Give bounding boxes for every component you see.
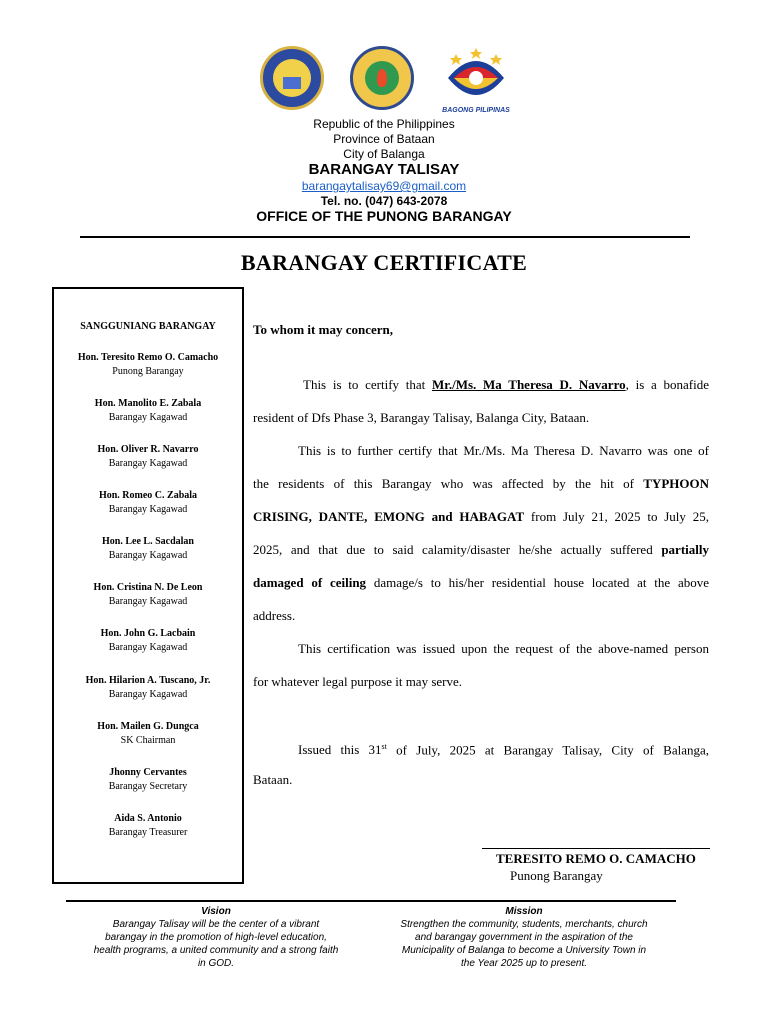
paragraph-4-line-2: Bataan.	[253, 772, 293, 787]
paragraph-2-line-3	[253, 500, 709, 533]
city-of-balanga-seal-icon	[350, 46, 414, 110]
logo-row	[0, 44, 768, 116]
damage-description: damaged of ceiling	[253, 575, 367, 590]
mission-line: Municipality of Balanga to become a University Town in	[401, 945, 647, 956]
vision-line: in GOD.	[197, 958, 235, 969]
paragraph-2-line-6: address.	[253, 608, 296, 623]
header-province: Province of Bataan	[333, 132, 435, 146]
p2-l4-bold: partially	[661, 542, 709, 557]
paragraph-2-line-4	[253, 533, 709, 566]
header-republic: Republic of the Philippines	[313, 117, 455, 131]
member-position: Barangay Kagawad	[108, 596, 188, 607]
member-position: SK Chairman	[120, 735, 176, 746]
signatory-name: TERESITO REMO O. CAMACHO	[496, 851, 696, 866]
resident-name: Mr./Ms. Ma Theresa D. Navarro	[431, 377, 626, 392]
salutation: To whom it may concern,	[253, 322, 393, 337]
member-position: Barangay Secretary	[108, 781, 188, 792]
mission-line: Strengthen the community, students, merchants, church	[400, 919, 648, 930]
p4-sup: st	[381, 742, 387, 751]
vision-block	[66, 905, 366, 970]
member-position: Barangay Kagawad	[108, 642, 188, 653]
council-member	[54, 812, 242, 840]
p3-l1: This certification was issued upon the request of the above-named person	[298, 641, 709, 656]
p2-l2-bold: TYPHOON	[643, 476, 709, 491]
p1-post: , is a bonafide	[625, 377, 709, 392]
member-name: Hon. Teresito Remo O. Camacho	[77, 352, 219, 363]
member-name: Hon. Lee L. Sacdalan	[102, 536, 194, 547]
council-member	[54, 581, 242, 609]
member-position: Barangay Kagawad	[108, 504, 188, 515]
header-email-link[interactable]: barangaytalisay69@gmail.com	[301, 179, 467, 193]
certificate-title: BARANGAY CERTIFICATE	[240, 250, 528, 275]
mission-block	[374, 905, 674, 970]
p2-l4-pre: 2025, and that due to said calamity/disaster he/she actually suffered	[253, 542, 662, 557]
vision-line: Barangay Talisay will be the center of a vibrant	[112, 919, 320, 930]
paragraph-3-line-2: for whatever legal purpose it may serve.	[253, 674, 463, 689]
bagong-pilipinas-text: BAGONG PILIPINAS	[442, 107, 510, 114]
signatory-position: Punong Barangay	[510, 868, 603, 883]
header-barangay: BARANGAY TALISAY	[308, 161, 460, 178]
paragraph-2-line-1	[253, 434, 709, 467]
signature-line	[482, 848, 710, 849]
p2-l5-post: damage/s to his/her residential house located at the above	[366, 575, 709, 590]
p2-l3-post: from July 21, 2025 to July 25,	[524, 509, 709, 524]
paragraph-3-line-1	[253, 632, 709, 665]
member-position: Barangay Kagawad	[108, 412, 188, 423]
header-office: OFFICE OF THE PUNONG BARANGAY	[256, 208, 512, 224]
member-name: Hon. Cristina N. De Leon	[93, 582, 203, 593]
mission-line: the Year 2025 up to present.	[460, 958, 588, 969]
header-city: City of Balanga	[343, 147, 425, 161]
council-member	[54, 720, 242, 748]
council-member	[54, 627, 242, 655]
member-name: Aida S. Antonio	[114, 813, 182, 824]
member-position: Barangay Kagawad	[108, 689, 188, 700]
vision-heading: Vision	[201, 906, 231, 917]
footer-divider	[66, 900, 676, 902]
council-heading: SANGGUNIANG BARANGAY	[80, 321, 216, 332]
council-member	[54, 674, 242, 702]
barangay-talisay-seal-icon	[260, 46, 324, 110]
bagong-pilipinas-logo-icon	[444, 48, 508, 106]
member-name: Hon. John G. Lacbain	[100, 628, 196, 639]
paragraph-2-line-2	[253, 467, 709, 500]
member-name: Hon. Oliver R. Navarro	[97, 444, 199, 455]
member-name: Hon. Mailen G. Dungca	[97, 721, 199, 732]
council-sidebar	[52, 287, 244, 884]
member-name: Hon. Hilarion A. Tuscano, Jr.	[85, 675, 211, 686]
vision-line: barangay in the promotion of high-level education,	[105, 932, 327, 943]
typhoon-names: CRISING, DANTE, EMONG and HABAGAT	[253, 509, 525, 524]
mission-heading: Mission	[505, 906, 543, 917]
paragraph-4-line-1	[253, 730, 709, 766]
p4-pre: Issued this 31	[298, 742, 382, 758]
member-position: Barangay Treasurer	[108, 827, 188, 838]
member-name: Hon. Manolito E. Zabala	[94, 398, 202, 409]
member-position: Punong Barangay	[112, 366, 184, 377]
council-member	[54, 443, 242, 471]
paragraph-1-line-2: resident of Dfs Phase 3, Barangay Talisay, Balanga City, Bataan.	[253, 410, 590, 425]
header-tel: Tel. no. (047) 643-2078	[320, 194, 448, 208]
member-position: Barangay Kagawad	[108, 458, 188, 469]
council-member	[54, 766, 242, 794]
paragraph-1-line-1	[253, 368, 709, 401]
p4-post: of July, 2025 at Barangay Talisay, City of Balanga,	[386, 742, 709, 758]
paragraph-2-line-5	[253, 566, 709, 599]
p2-l1: This is to further certify that Mr./Ms. Ma Theresa D. Navarro was one of	[298, 443, 709, 458]
p2-l2-pre: the residents of this Barangay who was affected by the hit of	[253, 476, 644, 491]
member-name: Jhonny Cervantes	[109, 767, 187, 778]
council-member	[54, 489, 242, 517]
council-member	[54, 351, 242, 379]
vision-line: health programs, a united community and a strong faith	[93, 945, 339, 956]
header-divider	[80, 236, 690, 238]
member-name: Hon. Romeo C. Zabala	[98, 490, 198, 501]
council-member	[54, 535, 242, 563]
council-member	[54, 397, 242, 425]
mission-line: and barangay government in the aspiration of the	[415, 932, 633, 943]
p1-pre: This is to certify that	[303, 377, 432, 392]
member-position: Barangay Kagawad	[108, 550, 188, 561]
